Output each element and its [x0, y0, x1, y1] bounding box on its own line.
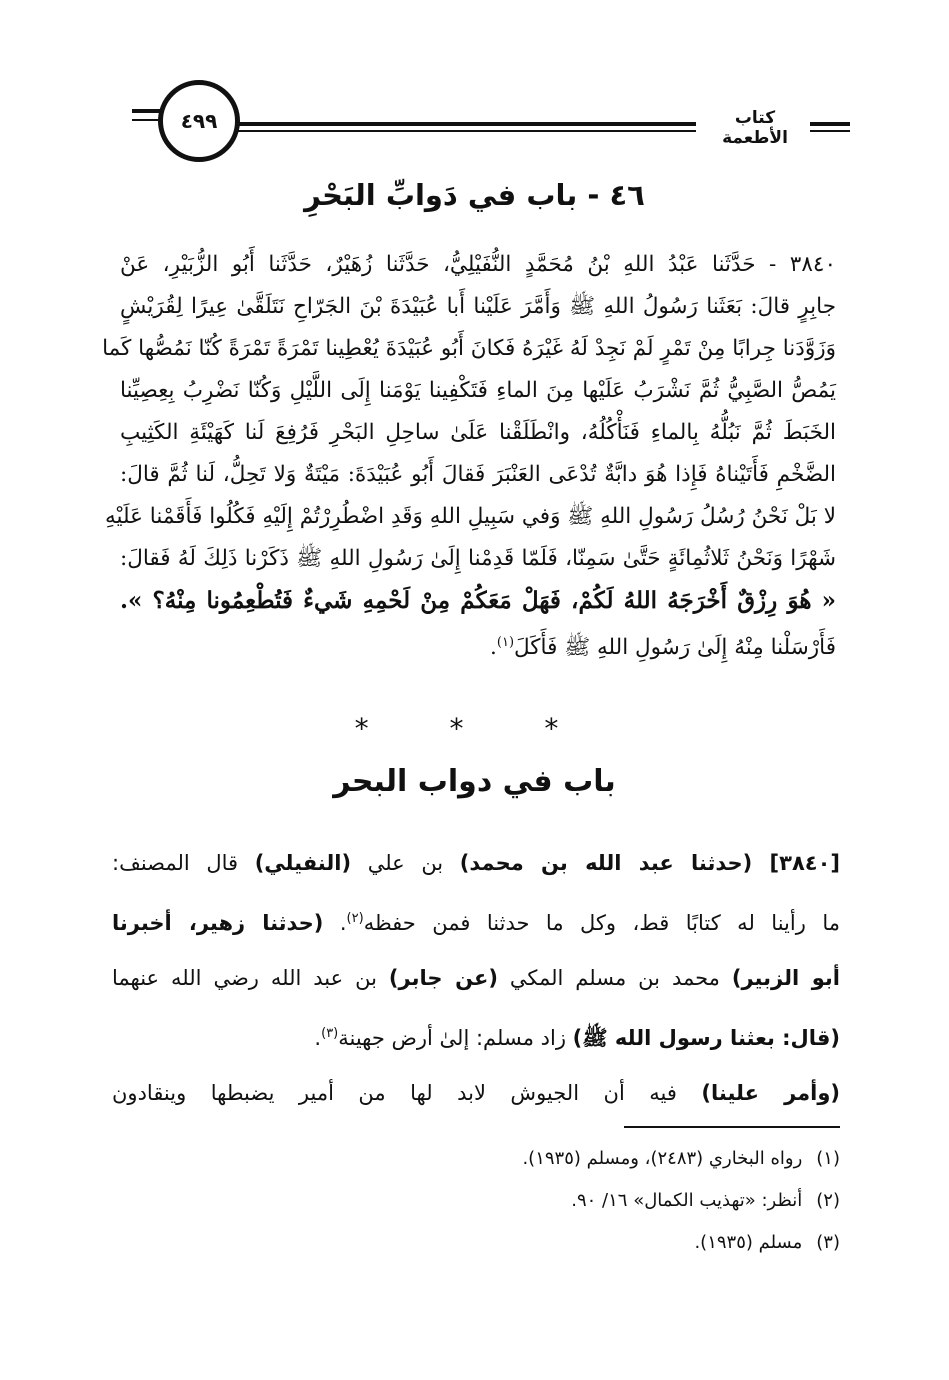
commentary-plain: قال المصنف:	[112, 851, 255, 875]
commentary-line	[112, 1066, 840, 1121]
commentary-plain: زاد مسلم: إلىٰ أرض جهينة	[338, 1026, 573, 1050]
commentary-plain: بن عبد الله رضي الله عنهما	[112, 966, 389, 990]
hadith-line: ٣٨٤٠ - حَدَّثَنا عَبْدُ اللهِ بْنُ مُحَمَّدٍ النُّفَيْلِيُّ، حَدَّثَنا زُهَيْرٌ، حَدَّثَنا أَبُو الزُّبَيْرِ، عَنْ	[120, 252, 836, 277]
hadith-final-text: فَأَرْسَلْنا مِنْهُ إِلَىٰ رَسُولِ اللهِ ﷺ فَأَكَلَ	[514, 635, 836, 661]
hadith-line: وَزَوَّدَنا جِرابًا مِنْ تَمْرٍ لَمْ نَجِدْ لَهُ غَيْرَهُ فَكانَ أَبُو عُبَيْدَةَ يُعْطِينا تَمْرَةً تَمْرَةً كُنّا نَمُصُّها كَما	[102, 336, 836, 361]
section-heading: باب في دواب البحر	[333, 764, 616, 799]
header-rule	[810, 130, 850, 132]
header-rule	[226, 130, 696, 132]
commentary-text	[112, 836, 840, 1121]
chapter-heading: ٤٦ - باب في دَوابِّ البَحْرِ	[304, 178, 645, 212]
hadith-text	[102, 244, 837, 669]
commentary-plain: بن علي	[351, 851, 460, 875]
commentary-plain: .	[323, 911, 347, 935]
footnote-text: أنظر: «تهذيب الكمال» ١٦/ ٩٠.	[571, 1190, 803, 1211]
commentary-bold: أبو الزبير)	[731, 966, 840, 990]
commentary-bold: (وأمر علينا)	[701, 1081, 840, 1105]
footnote-number: (٣)	[816, 1232, 840, 1253]
commentary-plain: محمد بن مسلم المكي	[497, 966, 732, 990]
footnote-text: مسلم (١٩٣٥).	[694, 1232, 803, 1253]
section-separator: * * *	[354, 712, 595, 745]
hadith-final-end: .	[490, 635, 497, 661]
header-rule	[226, 122, 696, 126]
footnote-ref: (٣)	[321, 1026, 339, 1041]
hadith-final-line	[120, 622, 836, 669]
commentary-bold: (حدثنا زهير، أخبرنا	[112, 911, 324, 935]
footnote-ref: (١)	[496, 635, 515, 650]
running-head: كتاب الأطعمة	[722, 108, 788, 148]
commentary-plain: فيه أن الجيوش لابد لها من أمير يضبطها وينقادون	[112, 1081, 702, 1105]
hadith-line: يَمُصُّ الصَّبِيُّ ثُمَّ نَشْرَبُ عَلَيْها مِنَ الماءِ فَتَكْفِينا يَوْمَنا إِلَى اللَّيْلِ وَكُنّا نَضْرِبُ بِعِصِيِّنا	[120, 378, 836, 403]
commentary-line	[112, 891, 840, 951]
footnote-number: (١)	[816, 1148, 840, 1169]
hadith-line: الخَبَطَ ثُمَّ نَبُلُّهُ بِالماءِ فَنَأْكُلُهُ، وانْطَلَقْنا عَلَىٰ ساحِلِ البَحْرِ فَرُفِعَ لَنا كَهَيْئَةِ الكَثِيبِ	[120, 420, 836, 445]
commentary-line	[112, 836, 840, 891]
commentary-bold: [٣٨٤٠] (حدثنا عبد الله بن محمد)	[459, 851, 841, 875]
footnote-ref: (٢)	[346, 911, 364, 926]
hadith-line: الضَّخْمِ فَأَتَيْناهُ فَإِذا هُوَ دابَّةٌ تُدْعَى العَنْبَرَ فَقالَ أَبُو عُبَيْدَةَ: مَيْتَةٌ وَلا تَحِلُّ، لَنا ثُمَّ قالَ:	[120, 462, 836, 487]
footnote	[300, 1138, 840, 1180]
commentary-plain: ما رأينا له كتابًا قط، وكل ما حدثنا فمن حفظه	[363, 911, 840, 935]
commentary-plain: .	[314, 1026, 322, 1050]
header-rule	[810, 122, 850, 126]
hadith-line: شَهْرًا وَنَحْنُ ثَلاثُمِائَةٍ حَتَّىٰ سَمِنّا، فَلَمّا قَدِمْنا إِلَىٰ رَسُولِ اللهِ ﷺ ذَكَرْنا ذَلِكَ لَهُ فَقالَ:	[120, 546, 836, 571]
page-number: ٤٩٩	[158, 80, 240, 162]
commentary-bold: (النفيلي)	[254, 851, 352, 875]
commentary-bold: (عن جابر)	[388, 966, 498, 990]
footnotes	[300, 1138, 840, 1264]
commentary-bold: (قال: بعثنا رسول الله ﷺ)	[572, 1026, 840, 1050]
footnote-rule	[624, 1126, 840, 1128]
prophetic-quote: « هُوَ رِزْقٌ أَخْرَجَهُ اللهُ لَكُمْ، فَهَلْ مَعَكُمْ مِنْ لَحْمِهِ شَيءٌ فَتُطْعِمُونا مِنْهُ؟ ».	[120, 587, 837, 614]
commentary-line	[112, 951, 840, 1006]
commentary-line	[112, 1006, 840, 1066]
footnote	[300, 1180, 840, 1222]
footnote-number: (٢)	[816, 1190, 840, 1211]
footnote-text: رواه البخاري (٢٤٨٣)، ومسلم (١٩٣٥).	[522, 1148, 803, 1169]
hadith-line: جابِرٍ قالَ: بَعَثَنا رَسُولُ اللهِ ﷺ وَأَمَّرَ عَلَيْنا أَبا عُبَيْدَةَ بْنَ الجَرّاحِ نَتَلَقَّىٰ عِيرًا لِقُرَيْشٍ	[120, 294, 836, 319]
hadith-line: لا بَلْ نَحْنُ رُسُلُ رَسُولِ اللهِ ﷺ وَفي سَبِيلِ اللهِ وَقَدِ اضْطُرِرْتُمْ إِلَيْهِ فَكُلُوا فَأَقَمْنا عَلَيْهِ	[104, 504, 836, 529]
footnote	[300, 1222, 840, 1264]
